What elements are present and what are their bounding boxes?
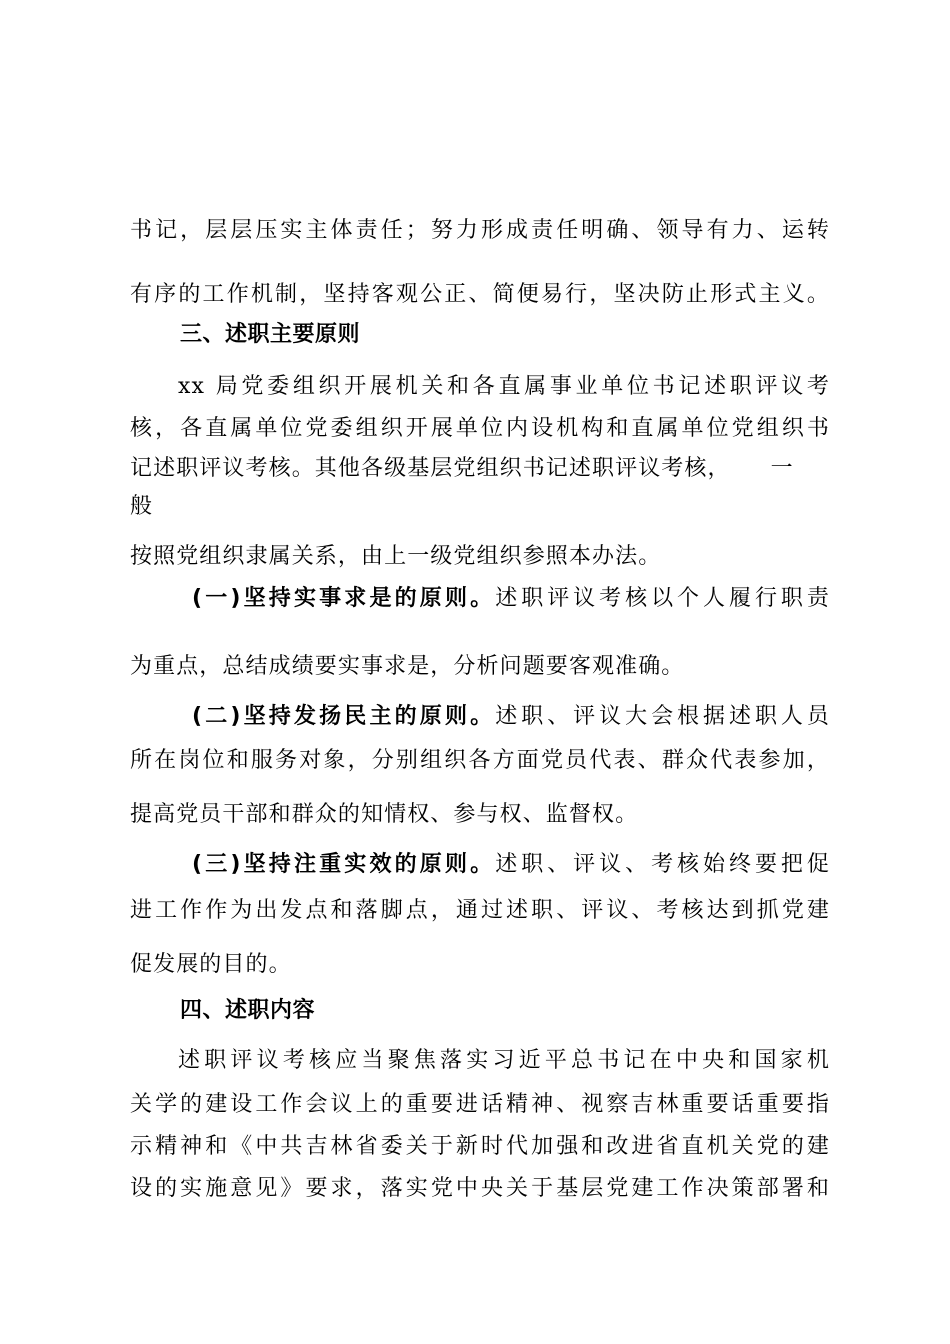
principle-3-text: 述职、评议、考核始终要把促 [495, 852, 830, 877]
body-line [130, 454, 830, 484]
body-line: 般 [130, 494, 154, 519]
body-line: 为重点，总结成绩要实事求是，分析问题要客观准确。 [130, 654, 685, 679]
body-line: 提高党员干部和群众的知情权、参与权、监督权。 [130, 802, 639, 827]
principle-2-title: (二)坚持发扬民主的原则。 [192, 704, 496, 729]
principle-1-line [192, 584, 830, 614]
body-line: 书记，层层压实主体责任；努力形成责任明确、领导有力、运转 [130, 218, 830, 243]
body-text: 一 [770, 456, 794, 481]
body-line: 示精神和《中共吉林省委关于新时代加强和改进省直机关党的建 [130, 1134, 830, 1159]
section-heading-4: 四、述职内容 [180, 998, 316, 1023]
body-line: 核，各直属单位党委组织开展单位内设机构和直属单位党组织书 [130, 416, 830, 441]
body-line: 按照党组织隶属关系，由上一级党组织参照本办法。 [130, 544, 662, 569]
principle-1-text: 述职评议考核以个人履行职责 [495, 586, 830, 611]
body-line: xx 局党委组织开展机关和各直属事业单位书记述职评议考 [178, 374, 830, 399]
principle-3-title: (三)坚持注重实效的原则。 [192, 852, 496, 877]
body-line: 关学的建设工作会议上的重要进话精神、视察吉林重要话重要指 [130, 1092, 830, 1117]
body-line: 有序的工作机制，坚持客观公正、简便易行，坚决防止形式主义。 [130, 282, 830, 307]
principle-2-line [192, 702, 830, 732]
body-line: 进工作作为出发点和落脚点，通过述职、评议、考核达到抓党建 [130, 898, 830, 923]
body-text: 记述职评议考核。其他各级基层党组织书记述职评议考核， [130, 456, 731, 481]
principle-2-text: 述职、评议大会根据述职人员 [495, 704, 830, 729]
principle-3-line [192, 850, 830, 880]
body-line: 述职评议考核应当聚焦落实习近平总书记在中央和国家机 [178, 1048, 830, 1073]
principle-1-title: (一)坚持实事求是的原则。 [192, 586, 496, 611]
body-line: 促发展的目的。 [130, 952, 292, 977]
body-line: 设的实施意见》要求，落实党中央关于基层党建工作决策部署和 [130, 1176, 830, 1201]
section-heading-3: 三、述职主要原则 [180, 322, 361, 347]
body-line: 所在岗位和服务对象，分别组织各方面党员代表、群众代表参加， [130, 748, 830, 773]
